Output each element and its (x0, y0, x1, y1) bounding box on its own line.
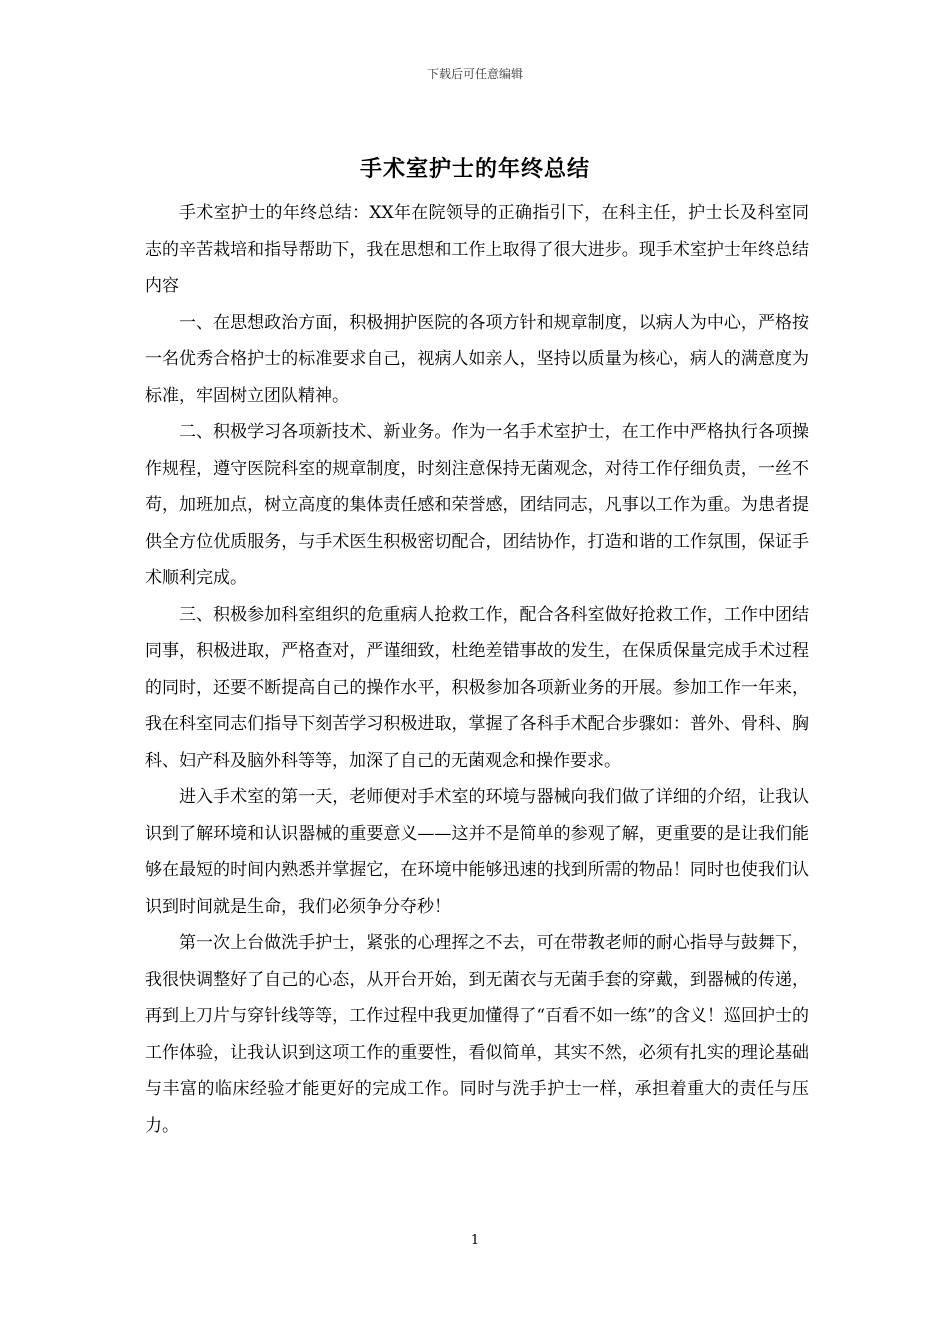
paragraph-first-day: 进入手术室的第一天，老师便对手术室的环境与器械向我们做了详细的介绍，让我认识到了解环境和认识器械的重要意义——这并不是简单的参观了解，更重要的是让我们能够在最短的时间内熟悉并掌握它，在环境中能够迅速的找到所需的物品！同时也使我们认识到时间就是生命，我们必须争分夺秒！ (145, 787, 809, 917)
page-header: 下载后可任意编辑 (426, 67, 523, 81)
document-body (145, 195, 809, 1144)
paragraph-first-surgery: 第一次上台做洗手护士，紧张的心理挥之不去，可在带教老师的耐心指导与鼓舞下，我很快调整好了自己的心态，从开台开始，到无菌衣与无菌手套的穿戴，到器械的传递，再到上刀片与穿针线等等，工作过程中我更加懂得了“百看不如一练”的含义！巡回护士的工作体验，让我认识到这项工作的重要性，看似简单，其实不然，必须有扎实的理论基础与丰富的临床经验才能更好的完成工作。同时与洗手护士一样，承担着重大的责任与压力。 (145, 933, 809, 1136)
paragraph-rescue: 三、积极参加科室组织的危重病人抢救工作，配合各科室做好抢救工作，工作中团结同事，积极进取，严格查对，严谨细致，杜绝差错事故的发生，在保质保量完成手术过程的同时，还要不断提高自己的操作水平，积极参加各项新业务的开展。参加工作一年来，我在科室同志们指导下刻苦学习积极进取，掌握了各科手术配合步骤如：普外、骨科、胸科、妇产科及脑外科等等，加深了自己的无菌观念和操作要求。 (145, 604, 809, 771)
paragraph-political: 一、在思想政治方面，积极拥护医院的各项方针和规章制度，以病人为中心，严格按一名优秀合格护士的标准要求自己，视病人如亲人，坚持以质量为核心，病人的满意度为标准，牢固树立团队精神。 (145, 312, 809, 406)
page-number: 1 (470, 1233, 480, 1248)
paragraph-learning: 二、积极学习各项新技术、新业务。作为一名手术室护士，在工作中严格执行各项操作规程，遵守医院科室的规章制度，时刻注意保持无菌观念，对待工作仔细负责，一丝不苟，加班加点，树立高度的集体责任感和荣誉感，团结同志，凡事以工作为重。为患者提供全方位优质服务，与手术医生积极密切配合，团结协作，打造和谐的工作氛围，保证手术顺利完成。 (145, 422, 809, 588)
intro-paragraph: 手术室护士的年终总结：XX年在院领导的正确指引下，在科主任，护士长及科室同志的辛苦栽培和指导帮助下，我在思想和工作上取得了很大进步。现手术室护士年终总结内容 (145, 203, 809, 296)
document-title: 手术室护士的年终总结 (359, 156, 590, 182)
